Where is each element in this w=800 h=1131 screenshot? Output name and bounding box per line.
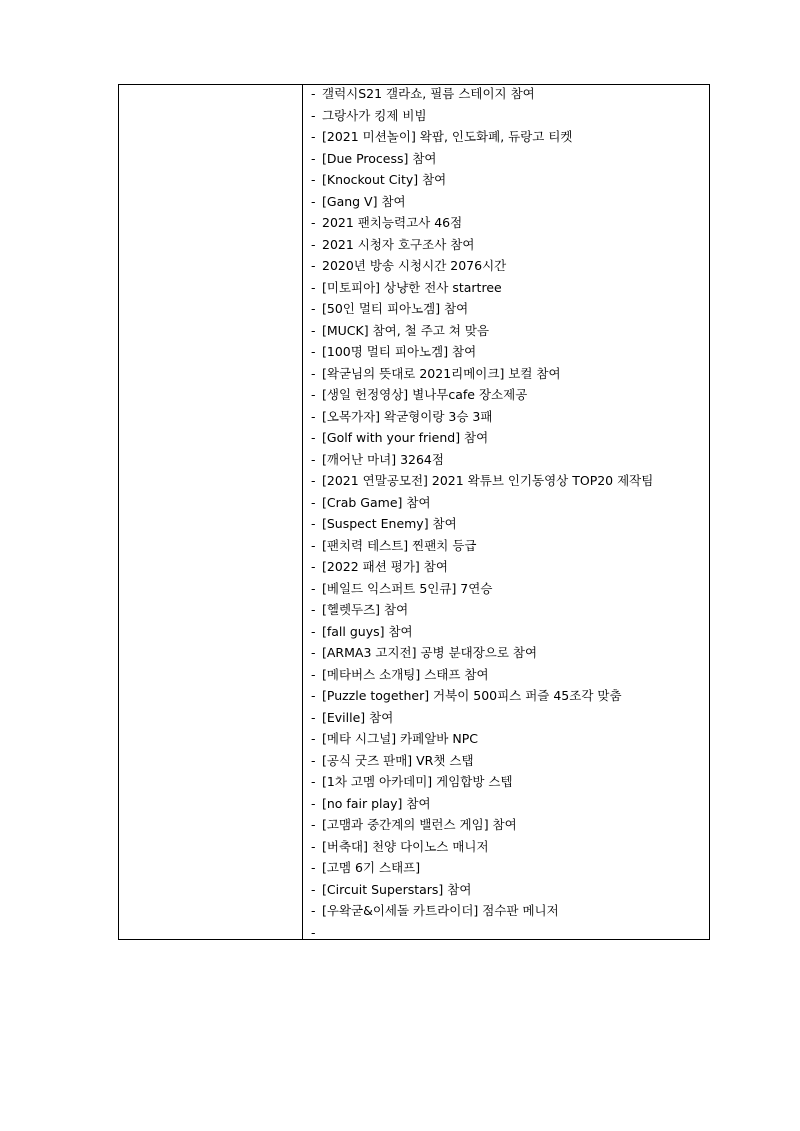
list-item (311, 255, 705, 277)
list-item (311, 341, 705, 363)
bullet-dash: - (311, 795, 316, 811)
list-item-text: [Puzzle together] 거북이 500피스 퍼즐 45조각 맞춤 (322, 688, 622, 703)
bullet-dash: - (311, 451, 316, 467)
list-item-text: [2022 패션 평가] 참여 (322, 559, 448, 574)
list-item-text: [Golf with your friend] 참여 (322, 430, 489, 445)
bullet-dash: - (311, 215, 316, 230)
bullet-dash: - (311, 752, 316, 768)
bullet-dash: - (311, 559, 316, 574)
list-item (311, 363, 705, 385)
list-item-text: [고맴과 중간계의 밸런스 게임] 참여 (322, 817, 517, 832)
list-item (311, 191, 705, 213)
list-item-text: [1차 고멤 아카데미] 게임합방 스텝 (322, 774, 513, 789)
list-item-text: [Suspect Enemy] 참여 (322, 516, 457, 531)
list-item (311, 599, 705, 621)
bullet-dash: - (311, 408, 316, 424)
list-item-text: [메타 시그널] 카페알바 NPC (322, 731, 478, 746)
list-item-text: [no fair play] 참여 (322, 795, 431, 811)
bullet-dash: - (311, 150, 316, 166)
list-item-text: [미토피아] 상냥한 전사 startree (322, 279, 502, 295)
list-item-text: [2021 연말공모전] 2021 왁튜브 인기동영상 TOP20 제작팀 (322, 473, 654, 488)
achievement-list (311, 83, 705, 943)
list-item-text: [메타버스 소개팅] 스태프 참여 (322, 666, 489, 682)
list-item (311, 105, 705, 127)
list-item (311, 277, 705, 299)
bullet-dash: - (311, 645, 316, 660)
list-item-text: 2020년 방송 시청시간 2076시간 (322, 258, 507, 273)
bullet-dash: - (311, 279, 316, 295)
list-item-text: [Gang V] 참여 (322, 193, 406, 209)
list-item-text: [헬렛두즈] 참여 (322, 602, 409, 617)
list-item (311, 836, 705, 858)
list-item-text: [버축대] 천양 다이노스 매니저 (322, 838, 489, 854)
bullet-dash: - (311, 236, 316, 252)
list-item-text: [2021 미션놀이] 왁팝, 인도화폐, 듀랑고 티켓 (322, 129, 573, 144)
list-item-text: [왁굳님의 뜻대로 2021리메이크] 보컬 참여 (322, 365, 561, 381)
bullet-dash: - (311, 838, 316, 854)
list-item-text: [생일 헌정영상] 별나무cafe 장소제공 (322, 387, 528, 402)
bullet-dash: - (311, 473, 316, 488)
list-item-text: [팬치력 테스트] 찐팬치 등급 (322, 537, 477, 553)
bullet-dash: - (311, 688, 316, 703)
bullet-dash: - (311, 172, 316, 187)
list-item-text: [MUCK] 참여, 철 주고 쳐 맞음 (322, 322, 490, 338)
bullet-dash: - (311, 193, 316, 209)
list-item-text: [Knockout City] 참여 (322, 172, 447, 187)
bullet-dash: - (311, 860, 316, 875)
bullet-dash: - (311, 924, 316, 940)
list-item (311, 320, 705, 342)
list-item (311, 814, 705, 836)
list-item (311, 126, 705, 148)
list-item-text: [Crab Game] 참여 (322, 494, 431, 510)
list-item (311, 621, 705, 643)
list-item-text: [오목가자] 왁굳형이랑 3승 3패 (322, 408, 493, 424)
bullet-dash: - (311, 494, 316, 510)
bullet-dash: - (311, 881, 316, 897)
bullet-dash: - (311, 258, 316, 273)
bullet-dash: - (311, 774, 316, 789)
list-item-text: 2021 시청자 호구조사 참여 (322, 236, 475, 252)
bullet-dash: - (311, 903, 316, 918)
list-item (311, 685, 705, 707)
list-item (311, 922, 705, 944)
list-item (311, 83, 705, 105)
bullet-dash: - (311, 602, 316, 617)
list-item (311, 879, 705, 901)
bullet-dash: - (311, 107, 316, 123)
table-right-cell (303, 85, 709, 939)
bullet-dash: - (311, 301, 316, 316)
list-item-text: [50인 멀티 피아노겜] 참여 (322, 301, 469, 316)
list-item (311, 857, 705, 879)
list-item-text: [ARMA3 고지전] 공병 분대장으로 참여 (322, 645, 538, 660)
list-item (311, 642, 705, 664)
list-item (311, 578, 705, 600)
bullet-dash: - (311, 580, 316, 596)
list-item (311, 148, 705, 170)
bullet-dash: - (311, 365, 316, 381)
bullet-dash: - (311, 322, 316, 338)
list-item-text: 갤럭시S21 갤라쇼, 필름 스테이지 참여 (322, 86, 535, 101)
bullet-dash: - (311, 731, 316, 746)
bullet-dash: - (311, 387, 316, 402)
list-item (311, 470, 705, 492)
list-item (311, 750, 705, 772)
bullet-dash: - (311, 817, 316, 832)
list-item-text: [Circuit Superstars] 참여 (322, 881, 472, 897)
list-item-text: [100명 멀티 피아노겜] 참여 (322, 344, 477, 359)
list-item-text: 2021 팬치능력고사 46점 (322, 215, 463, 230)
list-item (311, 449, 705, 471)
bullet-dash: - (311, 344, 316, 359)
list-item-text: [공식 굿즈 판매] VR챗 스탭 (322, 752, 474, 768)
bullet-dash: - (311, 430, 316, 445)
table-left-cell (119, 85, 303, 939)
list-item (311, 169, 705, 191)
list-item (311, 212, 705, 234)
bullet-dash: - (311, 86, 316, 101)
list-item (311, 513, 705, 535)
bullet-dash: - (311, 666, 316, 682)
list-item (311, 298, 705, 320)
list-item-text: [Eville] 참여 (322, 709, 394, 725)
list-item-text: [Due Process] 참여 (322, 150, 437, 166)
list-item (311, 664, 705, 686)
list-item-text: [고멤 6기 스태프] (322, 860, 421, 875)
list-item (311, 492, 705, 514)
list-item (311, 728, 705, 750)
list-item (311, 900, 705, 922)
bullet-dash: - (311, 516, 316, 531)
list-item (311, 535, 705, 557)
bullet-dash: - (311, 709, 316, 725)
list-item-text: [깨어난 마녀] 3264점 (322, 451, 444, 467)
list-item-text: 그랑사가 킹제 비빔 (322, 107, 427, 123)
achievement-table (118, 84, 710, 940)
bullet-dash: - (311, 537, 316, 553)
list-item-text: [fall guys] 참여 (322, 623, 413, 639)
list-item (311, 406, 705, 428)
bullet-dash: - (311, 129, 316, 144)
list-item (311, 234, 705, 256)
list-item-text: [베일드 익스퍼트 5인큐] 7연승 (322, 580, 493, 596)
list-item (311, 556, 705, 578)
list-item (311, 707, 705, 729)
list-item (311, 793, 705, 815)
list-item (311, 384, 705, 406)
bullet-dash: - (311, 623, 316, 639)
list-item-text: [우왁굳&이세돌 카트라이더] 점수판 메니저 (322, 903, 559, 918)
list-item (311, 771, 705, 793)
list-item (311, 427, 705, 449)
